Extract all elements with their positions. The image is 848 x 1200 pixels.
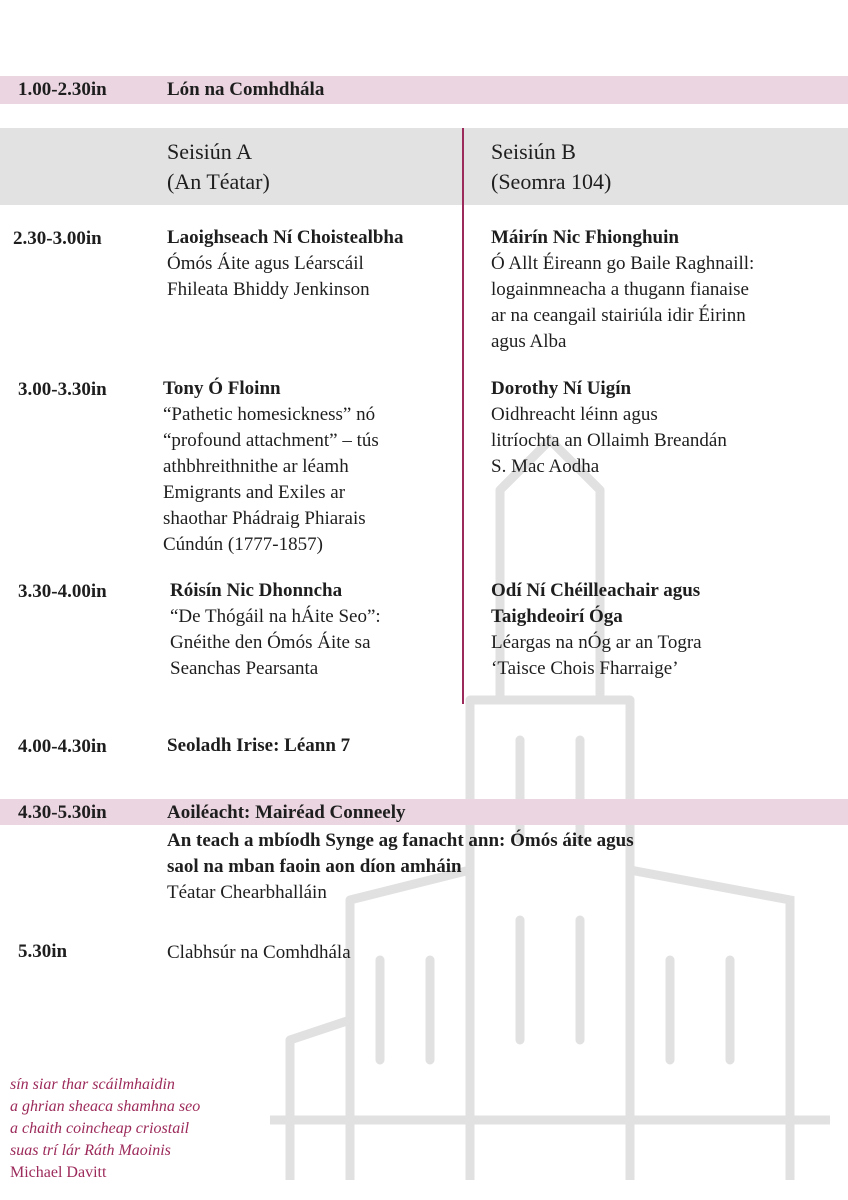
poem-line: suas trí lár Ráth Maoinis (10, 1142, 171, 1159)
speaker-name: Taighdeoirí Óga (491, 606, 623, 627)
talk-title-line: Oidhreacht léinn agus (491, 404, 658, 425)
speaker-name: Dorothy Ní Uigín (491, 378, 632, 399)
talk-b (491, 225, 754, 355)
guest-title-line: An teach a mbíodh Synge ag fanacht ann: Ómós áite agus (167, 830, 634, 851)
session-a-room: (An Téatar) (167, 169, 270, 194)
session-a-title: Seisiún A (167, 139, 252, 164)
guest-time: 4.30-5.30in (18, 802, 107, 823)
session-header-band (0, 128, 848, 205)
talk-title-line: ‘Taisce Chois Fharraige’ (491, 658, 679, 679)
talk-title-line: Emigrants and Exiles ar (163, 482, 346, 503)
poem-line: sín siar thar scáilmhaidin (10, 1076, 175, 1093)
talk-title-line: ar na ceangail stairiúla idir Éirinn (491, 305, 746, 326)
guest-speaker: Aoiléacht: Mairéad Conneely (167, 802, 406, 823)
slot-time: 2.30-3.00in (13, 228, 102, 249)
talk-a (167, 225, 403, 303)
slot-time: 3.30-4.00in (18, 581, 107, 602)
talk-title-line: Fhileata Bhiddy Jenkinson (167, 279, 370, 300)
guest-title-line: saol na mban faoin aon díon amháin (167, 856, 462, 877)
speaker-name: Róisín Nic Dhonncha (170, 580, 343, 601)
talk-a (170, 578, 381, 682)
lunch-band (0, 76, 848, 104)
talk-title-line: Ó Allt Éireann go Baile Raghnaill: (491, 253, 755, 274)
guest-lecture (167, 800, 634, 906)
session-divider (462, 128, 464, 704)
session-b-title: Seisiún B (491, 139, 576, 164)
talk-title-line: Léargas na nÓg ar an Togra (491, 632, 702, 653)
talk-title-line: Cúndún (1777-1857) (163, 534, 323, 555)
talk-b (491, 376, 727, 480)
closing-label: Clabhsúr na Comhdhála (167, 942, 351, 963)
talk-title-line: Seanchas Pearsanta (170, 658, 319, 679)
poem-author: Michael Davitt (10, 1164, 107, 1181)
poem-line: a ghrian sheaca shamhna seo (10, 1098, 201, 1115)
talk-b (491, 578, 702, 682)
launch-time: 4.00-4.30in (18, 736, 107, 757)
talk-title-line: logainmneacha a thugann fianaise (491, 279, 749, 300)
session-b-room: (Seomra 104) (491, 169, 612, 194)
session-a-header (167, 137, 270, 197)
talk-title-line: litríochta an Ollaimh Breandán (491, 430, 727, 451)
guest-venue: Téatar Chearbhalláin (167, 882, 327, 903)
talk-title-line: “profound attachment” – tús (163, 430, 379, 451)
session-b-header (491, 137, 611, 197)
talk-title-line: S. Mac Aodha (491, 456, 600, 477)
talk-title-line: “Pathetic homesickness” nó (163, 404, 376, 425)
talk-title-line: agus Alba (491, 331, 567, 352)
talk-title-line: Ómós Áite agus Léarscáil (167, 253, 364, 274)
poem (10, 1074, 200, 1184)
speaker-name: Máirín Nic Fhionghuin (491, 227, 679, 248)
speaker-name: Laoighseach Ní Choistealbha (167, 227, 404, 248)
talk-a (163, 376, 379, 558)
talk-title-line: athbhreithnithe ar léamh (163, 456, 349, 477)
lunch-label: Lón na Comhdhála (167, 79, 325, 100)
launch-label: Seoladh Irise: Léann 7 (167, 735, 351, 756)
speaker-name: Odí Ní Chéilleachair agus (491, 580, 701, 601)
lunch-time: 1.00-2.30in (18, 79, 107, 100)
closing-time: 5.30in (18, 941, 68, 962)
talk-title-line: “De Thógáil na hÁite Seo”: (170, 606, 381, 627)
talk-title-line: Gnéithe den Ómós Áite sa (170, 632, 371, 653)
speaker-name: Tony Ó Floinn (163, 378, 281, 399)
talk-title-line: shaothar Phádraig Phiarais (163, 508, 366, 529)
slot-time: 3.00-3.30in (18, 379, 107, 400)
poem-line: a chaith coincheap criostail (10, 1120, 190, 1137)
